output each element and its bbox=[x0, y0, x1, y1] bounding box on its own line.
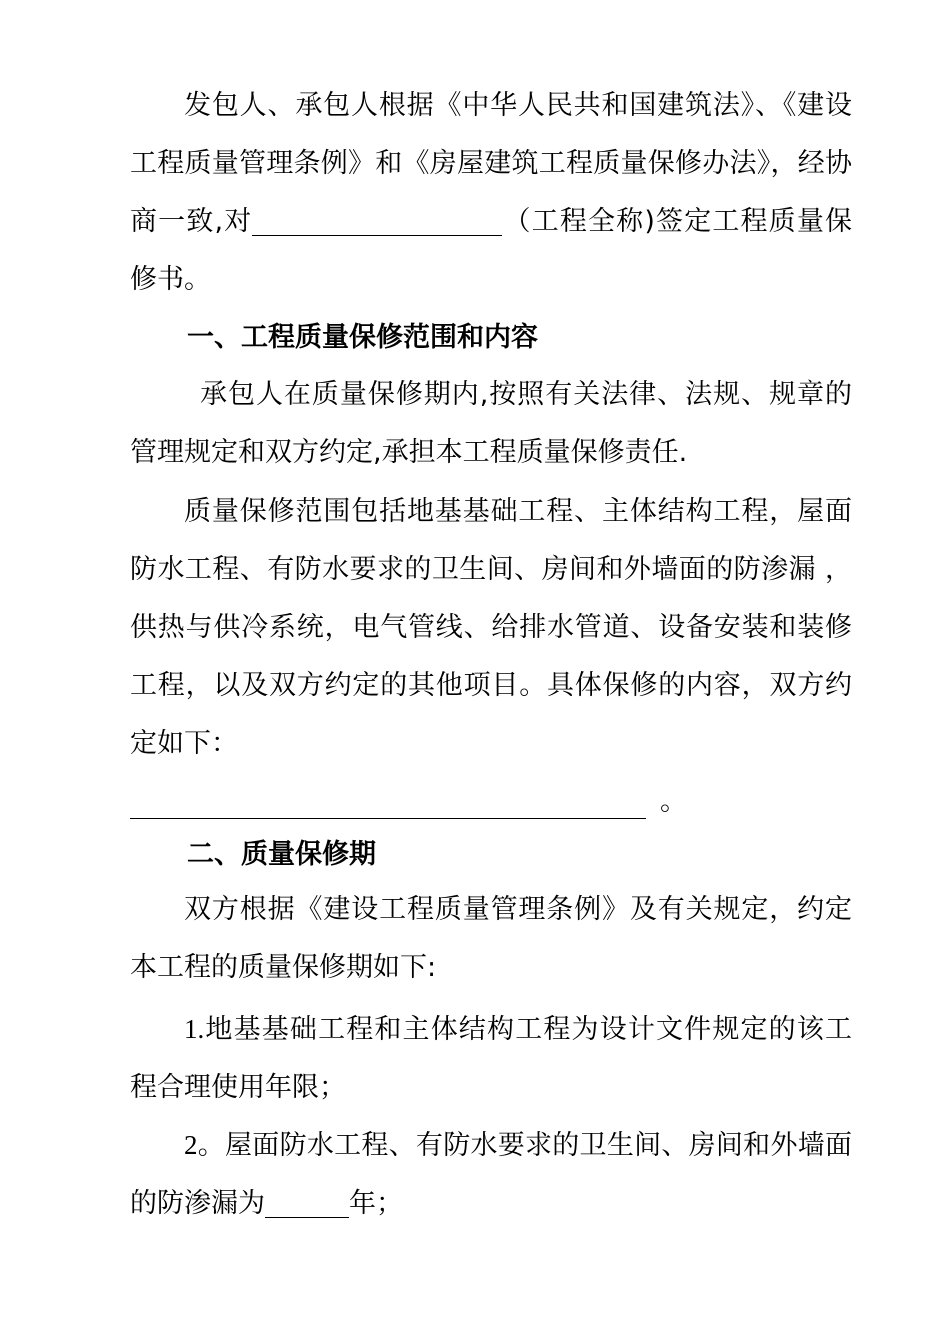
list-item-text: 地基基础工程和主体结构工程为设计文件规定的该工程合理使用年限； bbox=[130, 1014, 852, 1103]
years-blank bbox=[265, 1189, 349, 1218]
paragraph-responsibility: 承包人在质量保修期内,按照有关法律、法规、规章的管理规定和双方约定,承担本工程质量保修责任. bbox=[130, 379, 852, 468]
intro-text: 发包人、承包人根据《中华人民共和国建筑法》、《建设工程质量管理条例》和《房屋建筑工程质量保修办法》，经协商一致,对 bbox=[130, 90, 852, 237]
scope-content-blank bbox=[130, 818, 646, 819]
section-heading-1: 一、工程质量保修范围和内容 bbox=[187, 322, 538, 353]
list-item-waterproofing bbox=[130, 1116, 852, 1233]
paragraph-period: 双方根据《建设工程质量管理条例》及有关规定，约定本工程的质量保修期如下: bbox=[130, 894, 852, 983]
list-item-text-end: 年； bbox=[349, 1188, 403, 1219]
paragraph-scope: 质量保修范围包括地基基础工程、主体结构工程，屋面防水工程、有防水要求的卫生间、房间和外墙面的防渗漏 ，供热与供冷系统，电气管线、给排水管道、设备安装和装修工程，以及双方约定的其他项目。具体保修的内容，双方约定如下： bbox=[130, 496, 852, 759]
list-item-number: 2 bbox=[184, 1130, 198, 1160]
list-item-text: 。屋面防水工程、有防水要求的卫生间、房间和外墙面的防渗漏为 bbox=[130, 1130, 852, 1219]
intro-text-continued: （工程全称)签定工程质量保修书。 bbox=[130, 206, 852, 295]
project-name-blank bbox=[252, 207, 502, 236]
section-heading-2: 二、质量保修期 bbox=[187, 839, 376, 870]
paragraph-intro bbox=[130, 77, 852, 309]
list-item-foundation bbox=[130, 1000, 852, 1117]
list-item-number: 1. bbox=[184, 1014, 205, 1044]
scope-blank-end-mark: 。 bbox=[660, 786, 687, 817]
